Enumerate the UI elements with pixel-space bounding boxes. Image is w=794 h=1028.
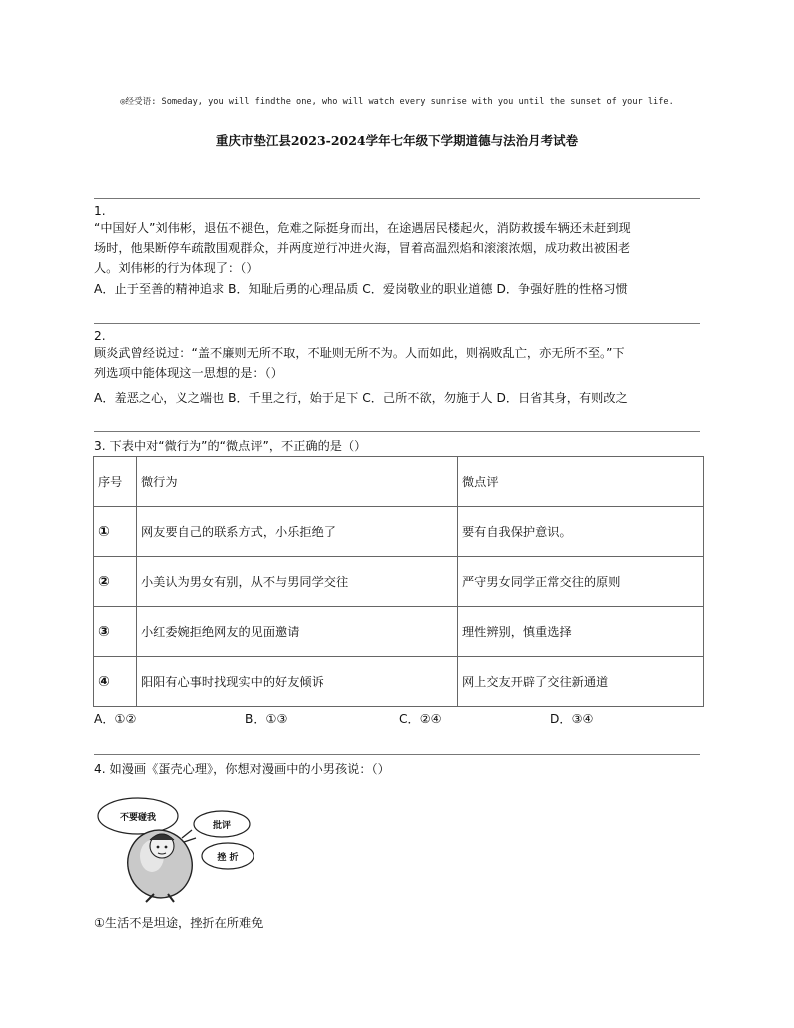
table-cell: 网友要自己的联系方式，小乐拒绝了 [137, 507, 458, 557]
table-row [94, 557, 704, 607]
question-4-option-1: ①生活不是坦途，挫折在所难免 [94, 916, 264, 930]
exam-title: 重庆市垫江县2023-2024学年七年级下学期道德与法治月考试卷 [215, 133, 579, 148]
question-options: A．止于至善的精神追求 B．知耻后勇的心理品质 C．爱岗敬业的职业道德 D．争强好胜的性格习惯 [94, 282, 628, 296]
question-2 [94, 329, 700, 408]
table-header-cell: 微点评 [458, 457, 704, 507]
table-cell: 网上交友开辟了交往新通道 [458, 657, 704, 707]
question-text-line: 场时，他果断停车疏散围观群众，并两度逆行冲进火海，冒着高温烈焰和滚滚浓烟，成功救出被困老 [94, 241, 631, 255]
comic-bubble-text: 不要碰我 [119, 813, 157, 823]
table-header-row [94, 457, 704, 507]
option-a: A．①② [94, 712, 137, 726]
table-cell: 理性辨别，慎重选择 [458, 607, 704, 657]
question-3-stem: 3. 下表中对“微行为”的“微点评”，不正确的是（） [94, 439, 367, 453]
divider [94, 431, 700, 432]
table-header-cell: 微行为 [137, 457, 458, 507]
option-c: C．②④ [399, 712, 442, 726]
table-row [94, 657, 704, 707]
divider [94, 198, 700, 199]
divider [94, 323, 700, 324]
question-text-line: 顾炎武曾经说过：“盖不廉则无所不取，不耻则无所不为。人而如此，则祸败乱亡，亦无所不至。”下 [94, 346, 625, 360]
table-cell: ④ [94, 657, 137, 707]
micro-behavior-table [93, 456, 704, 707]
question-text-line: 列选项中能体现这一思想的是：（） [94, 366, 283, 380]
question-number: 1. [94, 204, 106, 218]
question-options: A．羞恶之心，义之端也 B．千里之行，始于足下 C．己所不欲，勿施于人 D．日省其身，有则改之 [94, 391, 628, 405]
comic-bubble-text: 挫 折 [217, 853, 239, 863]
question-number: 2. [94, 329, 106, 343]
table-cell: ③ [94, 607, 137, 657]
table-cell: 阳阳有心事时找现实中的好友倾诉 [137, 657, 458, 707]
header-motto: ◎经受语: Someday, you will findthe one, who will watch every sunrise with you until the sunset of your life. [120, 97, 674, 107]
question-4-stem: 4. 如漫画《蛋壳心理》，你想对漫画中的小男孩说：（） [94, 762, 390, 776]
table-cell: 小红委婉拒绝网友的见面邀请 [137, 607, 458, 657]
table-cell: 小美认为男女有别，从不与男同学交往 [137, 557, 458, 607]
question-text-line: 人。刘伟彬的行为体现了：（） [94, 261, 259, 275]
table-cell: ① [94, 507, 137, 557]
divider [94, 754, 700, 755]
option-b: B．①③ [245, 712, 288, 726]
table-row [94, 507, 704, 557]
question-1 [94, 204, 700, 299]
table-header-cell: 序号 [94, 457, 137, 507]
table-row [94, 607, 704, 657]
option-d: D．③④ [550, 712, 594, 726]
table-cell: 严守男女同学正常交往的原则 [458, 557, 704, 607]
comic-bubble-text: 批评 [212, 821, 232, 831]
table-cell: 要有自我保护意识。 [458, 507, 704, 557]
question-text-line: “中国好人”刘伟彬，退伍不褪色，危难之际挺身而出，在途遇居民楼起火，消防救援车辆还未赶到现 [94, 221, 631, 235]
table-cell: ② [94, 557, 137, 607]
eggshell-comic-illustration [94, 794, 254, 904]
